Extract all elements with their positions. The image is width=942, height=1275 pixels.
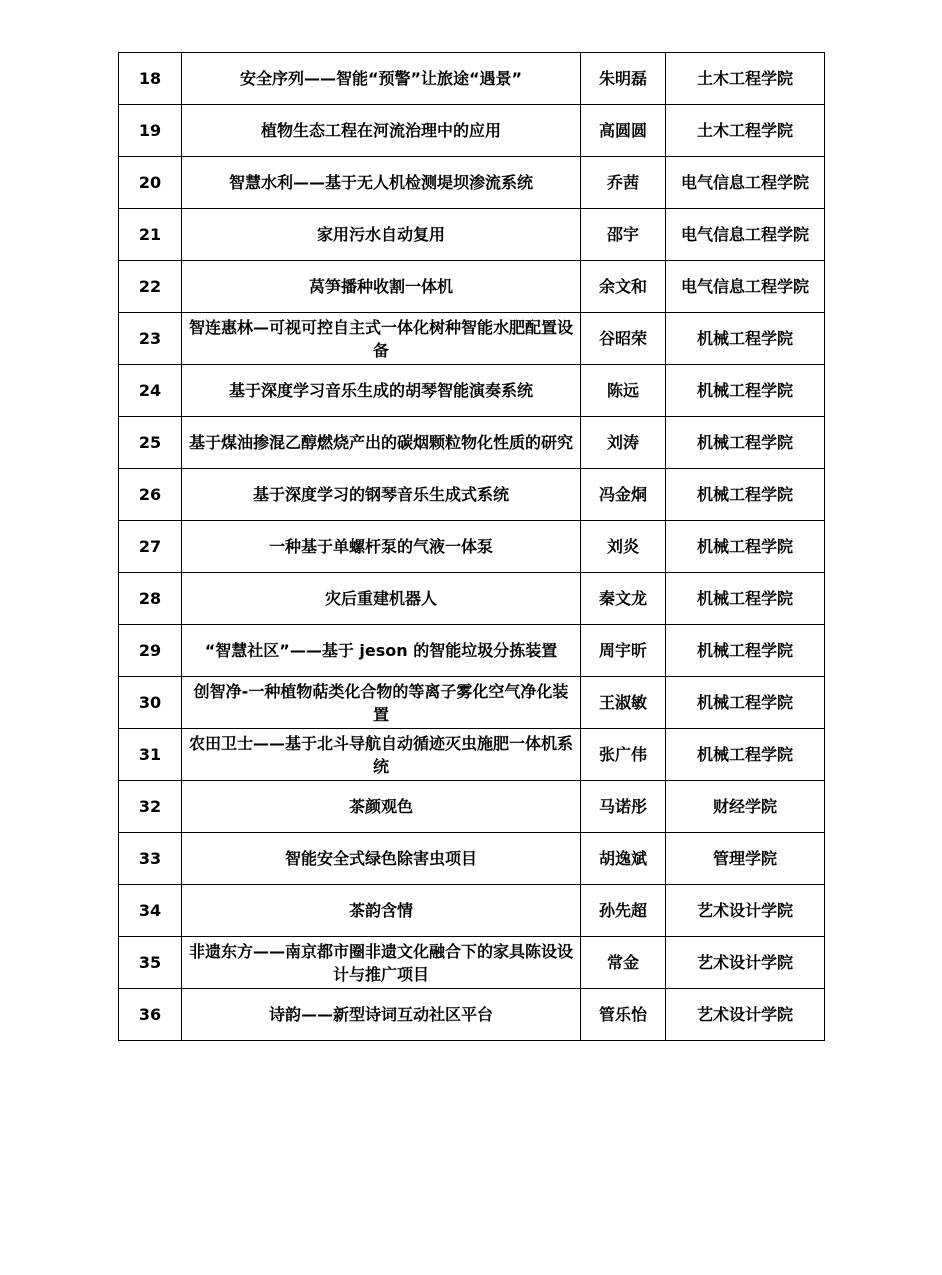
row-number: 29 (119, 625, 182, 677)
college-name: 机械工程学院 (666, 573, 825, 625)
project-name: 智慧水利——基于无人机检测堤坝渗流系统 (182, 157, 581, 209)
project-name: 莴笋播种收割一体机 (182, 261, 581, 313)
row-number: 22 (119, 261, 182, 313)
leader-name: 刘涛 (581, 417, 666, 469)
college-name: 机械工程学院 (666, 677, 825, 729)
leader-name: 孙先超 (581, 885, 666, 937)
college-name: 机械工程学院 (666, 469, 825, 521)
project-name: 茶颜观色 (182, 781, 581, 833)
college-name: 艺术设计学院 (666, 989, 825, 1041)
leader-name: 秦文龙 (581, 573, 666, 625)
project-name: 创智净-一种植物萜类化合物的等离子雾化空气净化装置 (182, 677, 581, 729)
row-number: 24 (119, 365, 182, 417)
college-name: 机械工程学院 (666, 417, 825, 469)
project-name: 基于煤油掺混乙醇燃烧产出的碳烟颗粒物化性质的研究 (182, 417, 581, 469)
table-row (119, 521, 825, 573)
leader-name: 冯金烔 (581, 469, 666, 521)
project-name: 安全序列——智能“预警”让旅途“遇景” (182, 53, 581, 105)
college-name: 土木工程学院 (666, 53, 825, 105)
project-name: 基于深度学习的钢琴音乐生成式系统 (182, 469, 581, 521)
college-name: 机械工程学院 (666, 625, 825, 677)
leader-name: 朱明磊 (581, 53, 666, 105)
row-number: 32 (119, 781, 182, 833)
project-name: 一种基于单螺杆泵的气液一体泵 (182, 521, 581, 573)
college-name: 财经学院 (666, 781, 825, 833)
college-name: 土木工程学院 (666, 105, 825, 157)
table-row (119, 989, 825, 1041)
college-name: 机械工程学院 (666, 365, 825, 417)
project-table-body (119, 53, 825, 1041)
project-name: “智慧社区”——基于 jeson 的智能垃圾分拣装置 (182, 625, 581, 677)
table-row (119, 573, 825, 625)
row-number: 18 (119, 53, 182, 105)
college-name: 机械工程学院 (666, 729, 825, 781)
project-name: 家用污水自动复用 (182, 209, 581, 261)
college-name: 电气信息工程学院 (666, 209, 825, 261)
table-row (119, 625, 825, 677)
leader-name: 谷昭荣 (581, 313, 666, 365)
row-number: 25 (119, 417, 182, 469)
row-number: 20 (119, 157, 182, 209)
project-name: 智连惠林—可视可控自主式一体化树种智能水肥配置设备 (182, 313, 581, 365)
college-name: 艺术设计学院 (666, 885, 825, 937)
row-number: 28 (119, 573, 182, 625)
row-number: 21 (119, 209, 182, 261)
project-name: 智能安全式绿色除害虫项目 (182, 833, 581, 885)
leader-name: 管乐怡 (581, 989, 666, 1041)
project-name: 茶韵含情 (182, 885, 581, 937)
table-row (119, 261, 825, 313)
row-number: 30 (119, 677, 182, 729)
table-row (119, 53, 825, 105)
table-row (119, 937, 825, 989)
leader-name: 王淑敏 (581, 677, 666, 729)
project-name: 基于深度学习音乐生成的胡琴智能演奏系统 (182, 365, 581, 417)
college-name: 电气信息工程学院 (666, 157, 825, 209)
table-row (119, 469, 825, 521)
leader-name: 刘炎 (581, 521, 666, 573)
leader-name: 高圆圆 (581, 105, 666, 157)
leader-name: 邵宇 (581, 209, 666, 261)
project-name: 诗韵——新型诗词互动社区平台 (182, 989, 581, 1041)
leader-name: 余文和 (581, 261, 666, 313)
college-name: 艺术设计学院 (666, 937, 825, 989)
table-row (119, 729, 825, 781)
row-number: 35 (119, 937, 182, 989)
leader-name: 常金 (581, 937, 666, 989)
leader-name: 张广伟 (581, 729, 666, 781)
table-row (119, 417, 825, 469)
table-row (119, 677, 825, 729)
college-name: 机械工程学院 (666, 521, 825, 573)
row-number: 34 (119, 885, 182, 937)
project-name: 农田卫士——基于北斗导航自动循迹灭虫施肥一体机系统 (182, 729, 581, 781)
table-row (119, 313, 825, 365)
row-number: 31 (119, 729, 182, 781)
leader-name: 马诺彤 (581, 781, 666, 833)
project-name: 植物生态工程在河流治理中的应用 (182, 105, 581, 157)
leader-name: 胡逸斌 (581, 833, 666, 885)
project-name: 灾后重建机器人 (182, 573, 581, 625)
leader-name: 周宇昕 (581, 625, 666, 677)
college-name: 机械工程学院 (666, 313, 825, 365)
table-row (119, 365, 825, 417)
table-row (119, 885, 825, 937)
project-name: 非遗东方——南京都市圈非遗文化融合下的家具陈设设计与推广项目 (182, 937, 581, 989)
table-row (119, 157, 825, 209)
college-name: 管理学院 (666, 833, 825, 885)
table-row (119, 105, 825, 157)
leader-name: 陈远 (581, 365, 666, 417)
row-number: 33 (119, 833, 182, 885)
leader-name: 乔茜 (581, 157, 666, 209)
table-row (119, 781, 825, 833)
row-number: 27 (119, 521, 182, 573)
row-number: 23 (119, 313, 182, 365)
college-name: 电气信息工程学院 (666, 261, 825, 313)
table-row (119, 209, 825, 261)
row-number: 19 (119, 105, 182, 157)
table-row (119, 833, 825, 885)
row-number: 26 (119, 469, 182, 521)
project-table (118, 52, 825, 1041)
row-number: 36 (119, 989, 182, 1041)
